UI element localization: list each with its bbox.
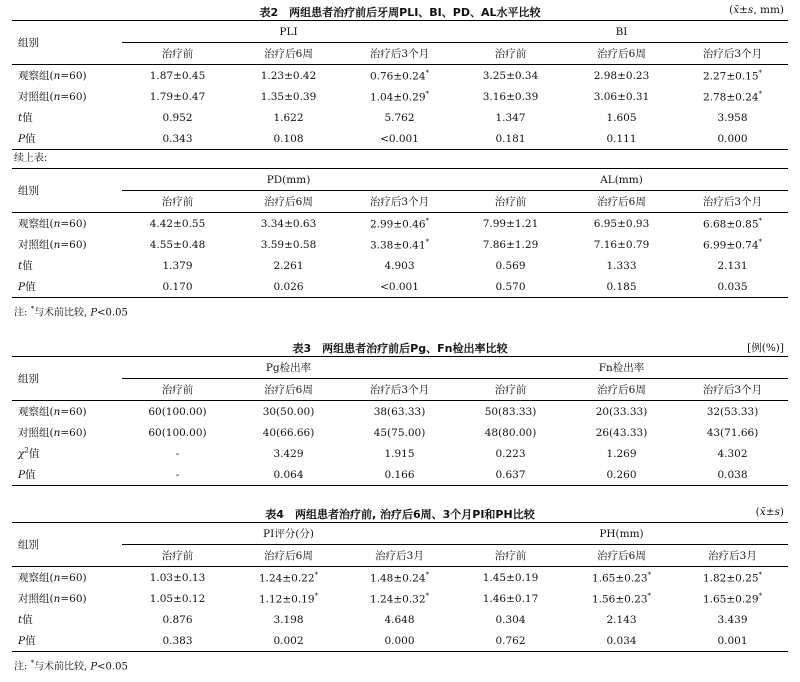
table4-unit: (x̄±s) xyxy=(755,506,784,518)
table-cell: 0.111 xyxy=(566,128,677,150)
table-cell: 1.48±0.24* xyxy=(369,570,430,585)
row-label: 对照组(n=60) xyxy=(18,593,87,605)
table-cell: - xyxy=(122,464,233,486)
table-cell: 1.24±0.22* xyxy=(258,570,319,585)
table-row xyxy=(12,401,788,423)
table4-note: 注: *与术前比较, P<0.05 xyxy=(14,659,128,673)
table-cell: 1.45±0.19 xyxy=(482,571,539,584)
table-cell: 4.55±0.48 xyxy=(149,238,206,251)
table3-caption-row xyxy=(12,336,788,356)
table-cell: 1.35±0.39 xyxy=(260,90,317,103)
table-cell: 30(50.00) xyxy=(262,405,315,418)
table-cell: 0.76±0.24* xyxy=(369,68,430,83)
table-cell: 1.269 xyxy=(606,447,637,460)
table-row xyxy=(12,422,788,443)
column-header: 治疗后6周 xyxy=(566,43,677,65)
table-cell: 1.24±0.32* xyxy=(369,591,430,606)
table-cell: 1.05±0.12 xyxy=(149,592,206,605)
table-cell: 6.99±0.74* xyxy=(702,237,763,252)
table-cell: 7.16±0.79 xyxy=(593,238,650,251)
column-header: 治疗后3月 xyxy=(344,545,455,567)
column-header: 治疗后6周 xyxy=(233,545,344,567)
table-cell: 0.762 xyxy=(455,630,566,652)
table-cell: 3.16±0.39 xyxy=(482,90,539,103)
table-cell: 3.429 xyxy=(273,447,304,460)
row-label: t值 xyxy=(18,614,33,626)
table-cell: 0.304 xyxy=(495,613,526,626)
table-row xyxy=(12,567,788,589)
column-header: 治疗后3个月 xyxy=(344,379,455,401)
row-label: P值 xyxy=(12,276,122,298)
group-header: BI xyxy=(455,21,788,43)
row-label: 观察组(n=60) xyxy=(18,406,87,418)
table3-unit: [例(%)] xyxy=(747,342,784,354)
table-row xyxy=(12,588,788,609)
column-header: 治疗前 xyxy=(122,545,233,567)
column-header: 治疗前 xyxy=(122,191,233,213)
table-cell: 1.379 xyxy=(162,259,193,272)
table-cell: 1.82±0.25* xyxy=(702,570,763,585)
table-cell: 1.56±0.23* xyxy=(591,591,652,606)
column-header: 治疗后6周 xyxy=(566,191,677,213)
table4-body xyxy=(12,567,788,652)
table-cell: 2.131 xyxy=(717,259,748,272)
table-cell: 0.185 xyxy=(566,276,677,298)
group-header: PH(mm) xyxy=(455,523,788,545)
table-cell: 26(43.33) xyxy=(595,426,648,439)
table-cell: 4.648 xyxy=(384,613,415,626)
column-header: 治疗后6周 xyxy=(566,545,677,567)
table-cell: 0.383 xyxy=(122,630,233,652)
table-row xyxy=(12,213,788,235)
table-row xyxy=(12,255,788,276)
row-label: 对照组(n=60) xyxy=(18,427,87,439)
table3-title: 表3 两组患者治疗前后Pg、Fn检出率比较 xyxy=(292,342,508,355)
table-cell: 0.260 xyxy=(566,464,677,486)
table-cell: 0.000 xyxy=(677,128,788,150)
table-cell: 45(75.00) xyxy=(373,426,426,439)
column-header: 治疗前 xyxy=(455,545,566,567)
row-header: 组别 xyxy=(12,523,122,567)
table-row xyxy=(12,609,788,630)
document-page xyxy=(12,0,788,674)
column-header: 治疗后3个月 xyxy=(677,379,788,401)
row-label: 观察组(n=60) xyxy=(18,572,87,584)
table4-title: 表4 两组患者治疗前, 治疗后6周、3个月PI和PH比较 xyxy=(265,508,535,521)
table-cell: 0.569 xyxy=(495,259,526,272)
table-cell: 0.026 xyxy=(233,276,344,298)
row-label: 对照组(n=60) xyxy=(18,91,87,103)
table-cell: 0.570 xyxy=(455,276,566,298)
table-cell: 60(100.00) xyxy=(148,405,207,418)
table-cell: 4.302 xyxy=(717,447,748,460)
column-header: 治疗前 xyxy=(122,379,233,401)
table-cell: 2.143 xyxy=(606,613,637,626)
table4 xyxy=(12,522,788,652)
table-cell: 0.952 xyxy=(162,111,193,124)
table2-unit: (x̄±s, mm) xyxy=(729,4,784,16)
table-row xyxy=(12,464,788,486)
table-cell: 0.000 xyxy=(344,630,455,652)
column-header: 治疗后3个月 xyxy=(344,191,455,213)
table-cell: 1.347 xyxy=(495,111,526,124)
table-row xyxy=(12,630,788,652)
column-header: 治疗前 xyxy=(455,191,566,213)
column-header: 治疗前 xyxy=(122,43,233,65)
table-cell: 0.170 xyxy=(122,276,233,298)
table-cell: 0.181 xyxy=(455,128,566,150)
table-cell: 0.034 xyxy=(566,630,677,652)
table-row xyxy=(12,86,788,107)
table-cell: 5.762 xyxy=(384,111,415,124)
table-cell: 43(71.66) xyxy=(706,426,759,439)
table-cell: 1.333 xyxy=(606,259,637,272)
table-cell: 3.06±0.31 xyxy=(593,90,650,103)
table3 xyxy=(12,356,788,486)
table2-body-b xyxy=(12,213,788,298)
table-cell: 0.223 xyxy=(495,447,526,460)
table2-title: 表2 两组患者治疗前后牙周PLI、BI、PD、AL水平比较 xyxy=(259,6,541,19)
table-cell: 4.903 xyxy=(384,259,415,272)
table-cell: 4.42±0.55 xyxy=(149,217,206,230)
group-header: PD(mm) xyxy=(122,169,455,191)
table4-caption-row xyxy=(12,502,788,522)
table-cell: 7.99±1.21 xyxy=(482,217,539,230)
table-row xyxy=(12,107,788,128)
table-row xyxy=(12,128,788,150)
table2-body-a xyxy=(12,65,788,150)
table-cell: 60(100.00) xyxy=(148,426,207,439)
column-header: 治疗后6周 xyxy=(233,379,344,401)
table-row xyxy=(12,276,788,298)
row-label: t值 xyxy=(18,112,33,124)
row-label: 观察组(n=60) xyxy=(18,218,87,230)
table-cell: 1.605 xyxy=(606,111,637,124)
row-label: P值 xyxy=(12,630,122,652)
table-cell: 0.064 xyxy=(233,464,344,486)
table-cell: 2.261 xyxy=(273,259,304,272)
row-label: t值 xyxy=(18,260,33,272)
table-row xyxy=(12,65,788,87)
column-header: 治疗后3月 xyxy=(677,545,788,567)
table-cell: 0.343 xyxy=(122,128,233,150)
table-cell: 38(63.33) xyxy=(373,405,426,418)
group-header: AL(mm) xyxy=(455,169,788,191)
table-cell: 0.002 xyxy=(233,630,344,652)
table-cell: 50(83.33) xyxy=(484,405,537,418)
table-cell: 3.439 xyxy=(717,613,748,626)
table2 xyxy=(12,20,788,150)
row-label: 观察组(n=60) xyxy=(18,70,87,82)
table-cell: 1.622 xyxy=(273,111,304,124)
row-header: 组别 xyxy=(12,169,122,213)
table-cell: 7.86±1.29 xyxy=(482,238,539,251)
row-header: 组别 xyxy=(12,21,122,65)
table2-continued-label: 续上表: xyxy=(14,153,48,164)
table3-body xyxy=(12,401,788,486)
table-cell: 0.038 xyxy=(677,464,788,486)
group-header: Pg检出率 xyxy=(122,357,455,379)
table-cell: 2.99±0.46* xyxy=(369,216,430,231)
table-cell: 1.03±0.13 xyxy=(149,571,206,584)
column-header: 治疗后3个月 xyxy=(677,191,788,213)
table-cell: 3.38±0.41* xyxy=(369,237,430,252)
table-cell: 0.637 xyxy=(455,464,566,486)
table-cell: 0.166 xyxy=(344,464,455,486)
table-cell: <0.001 xyxy=(344,276,455,298)
table-cell: 1.915 xyxy=(384,447,415,460)
table-cell: 1.04±0.29* xyxy=(369,89,430,104)
column-header: 治疗后3个月 xyxy=(344,43,455,65)
table-cell: 1.79±0.47 xyxy=(149,90,206,103)
column-header: 治疗前 xyxy=(455,43,566,65)
table-cell: 32(53.33) xyxy=(706,405,759,418)
column-header: 治疗后6周 xyxy=(233,191,344,213)
table-cell: 2.78±0.24* xyxy=(702,89,763,104)
table-cell: 1.87±0.45 xyxy=(149,69,206,82)
row-label: P值 xyxy=(12,464,122,486)
table-cell: 1.46±0.17 xyxy=(482,592,539,605)
table-cell: 6.95±0.93 xyxy=(593,217,650,230)
table-cell: 2.27±0.15* xyxy=(702,68,763,83)
table-cell: 48(80.00) xyxy=(484,426,537,439)
column-header: 治疗后3个月 xyxy=(677,43,788,65)
table-cell: 0.001 xyxy=(677,630,788,652)
group-header: Fn检出率 xyxy=(455,357,788,379)
table-cell: 2.98±0.23 xyxy=(593,69,650,82)
table-cell: 40(66.66) xyxy=(262,426,315,439)
table-cell: 1.23±0.42 xyxy=(260,69,317,82)
table-cell: 3.958 xyxy=(717,111,748,124)
table-row xyxy=(12,234,788,255)
row-label: 对照组(n=60) xyxy=(18,239,87,251)
table-cell: 1.12±0.19* xyxy=(258,591,319,606)
table-cell: 0.035 xyxy=(677,276,788,298)
table-cell: 1.65±0.23* xyxy=(591,570,652,585)
table-cell: 3.34±0.63 xyxy=(260,217,317,230)
table-cell: 3.198 xyxy=(273,613,304,626)
row-header: 组别 xyxy=(12,357,122,401)
table-cell: 6.68±0.85* xyxy=(702,216,763,231)
table-cell: 1.65±0.29* xyxy=(702,591,763,606)
column-header: 治疗后6周 xyxy=(233,43,344,65)
column-header: 治疗前 xyxy=(455,379,566,401)
row-label: P值 xyxy=(12,128,122,150)
group-header: PLI xyxy=(122,21,455,43)
table-cell: 0.108 xyxy=(233,128,344,150)
table2-continued xyxy=(12,168,788,298)
table-cell: <0.001 xyxy=(344,128,455,150)
table-cell: - xyxy=(175,447,180,460)
column-header: 治疗后6周 xyxy=(566,379,677,401)
group-header: PI评分(分) xyxy=(122,523,455,545)
table-cell: 3.59±0.58 xyxy=(260,238,317,251)
table2-caption-row xyxy=(12,0,788,20)
table-row xyxy=(12,443,788,464)
row-label: $\chi^2$值 xyxy=(18,446,40,460)
table2-note: 注: *与术前比较, P<0.05 xyxy=(14,305,128,319)
table-cell: 0.876 xyxy=(162,613,193,626)
table-cell: 3.25±0.34 xyxy=(482,69,539,82)
table-cell: 20(33.33) xyxy=(595,405,648,418)
